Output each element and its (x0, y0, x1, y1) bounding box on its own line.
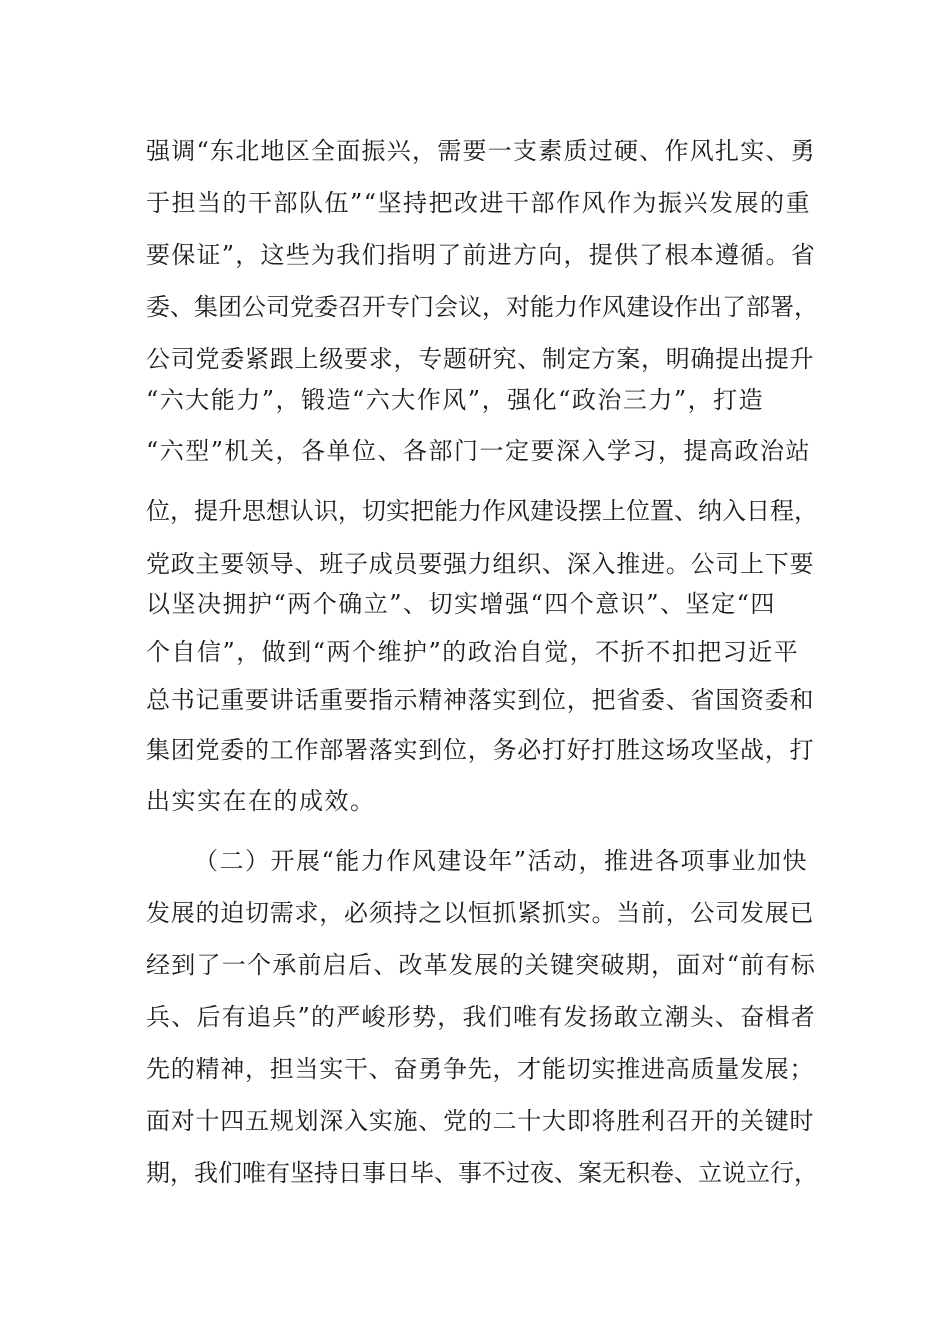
text-line: 位，提升思想认识，切实把能力作风建设摆上位置、纳入日程， (146, 497, 818, 525)
text-line: 于担当的干部队伍”“坚持把改进干部作风作为振兴发展的重 (146, 189, 812, 217)
text-line: 要保证”，这些为我们指明了前进方向，提供了根本遵循。省 (146, 241, 817, 269)
text-line: 个自信”，做到“两个维护”的政治自觉，不折不扣把习近平 (146, 638, 800, 666)
text-line: 集团党委的工作部署落实到位，务必打好打胜这场攻坚战，打 (146, 736, 815, 764)
text-line: 以坚决拥护“两个确立”、切实增强“四个意识”、坚定“四 (146, 590, 776, 618)
text-line: 总书记重要讲话重要指示精神落实到位，把省委、省国资委和 (146, 686, 815, 714)
text-line: 面对十四五规划深入实施、党的二十大即将胜利召开的关键时 (146, 1107, 815, 1135)
text-line: 强调“东北地区全面振兴，需要一支素质过硬、作风扎实、勇 (146, 137, 817, 165)
text-line: 委、集团公司党委召开专门会议，对能力作风建设作出了部署， (146, 293, 818, 321)
text-line: 党政主要领导、班子成员要强力组织、深入推进。公司上下要 (146, 550, 815, 578)
text-line: 先的精神，担当实干、奋勇争先，才能切实推进高质量发展； (146, 1055, 815, 1083)
text-line: （二）开展“能力作风建设年”活动，推进各项事业加快 (194, 847, 809, 875)
text-line: “六大能力”，锻造“六大作风”，强化“政治三力”，打造 (146, 386, 765, 414)
text-line: 兵、后有追兵”的严峻形势，我们唯有发扬敢立潮头、奋楫者 (146, 1003, 817, 1031)
text-line: 经到了一个承前启后、改革发展的关键突破期，面对“前有标 (146, 951, 817, 979)
text-line: 期，我们唯有坚持日事日毕、事不过夜、案无积卷、立说立行， (146, 1159, 818, 1187)
text-line: 发展的迫切需求，必须持之以恒抓紧抓实。当前，公司发展已 (146, 899, 815, 927)
text-line: 出实实在在的成效。 (146, 787, 376, 815)
text-line: “六型”机关，各单位、各部门一定要深入学习，提高政治站 (146, 437, 812, 465)
text-line: 公司党委紧跟上级要求，专题研究、制定方案，明确提出提升 (146, 345, 815, 373)
